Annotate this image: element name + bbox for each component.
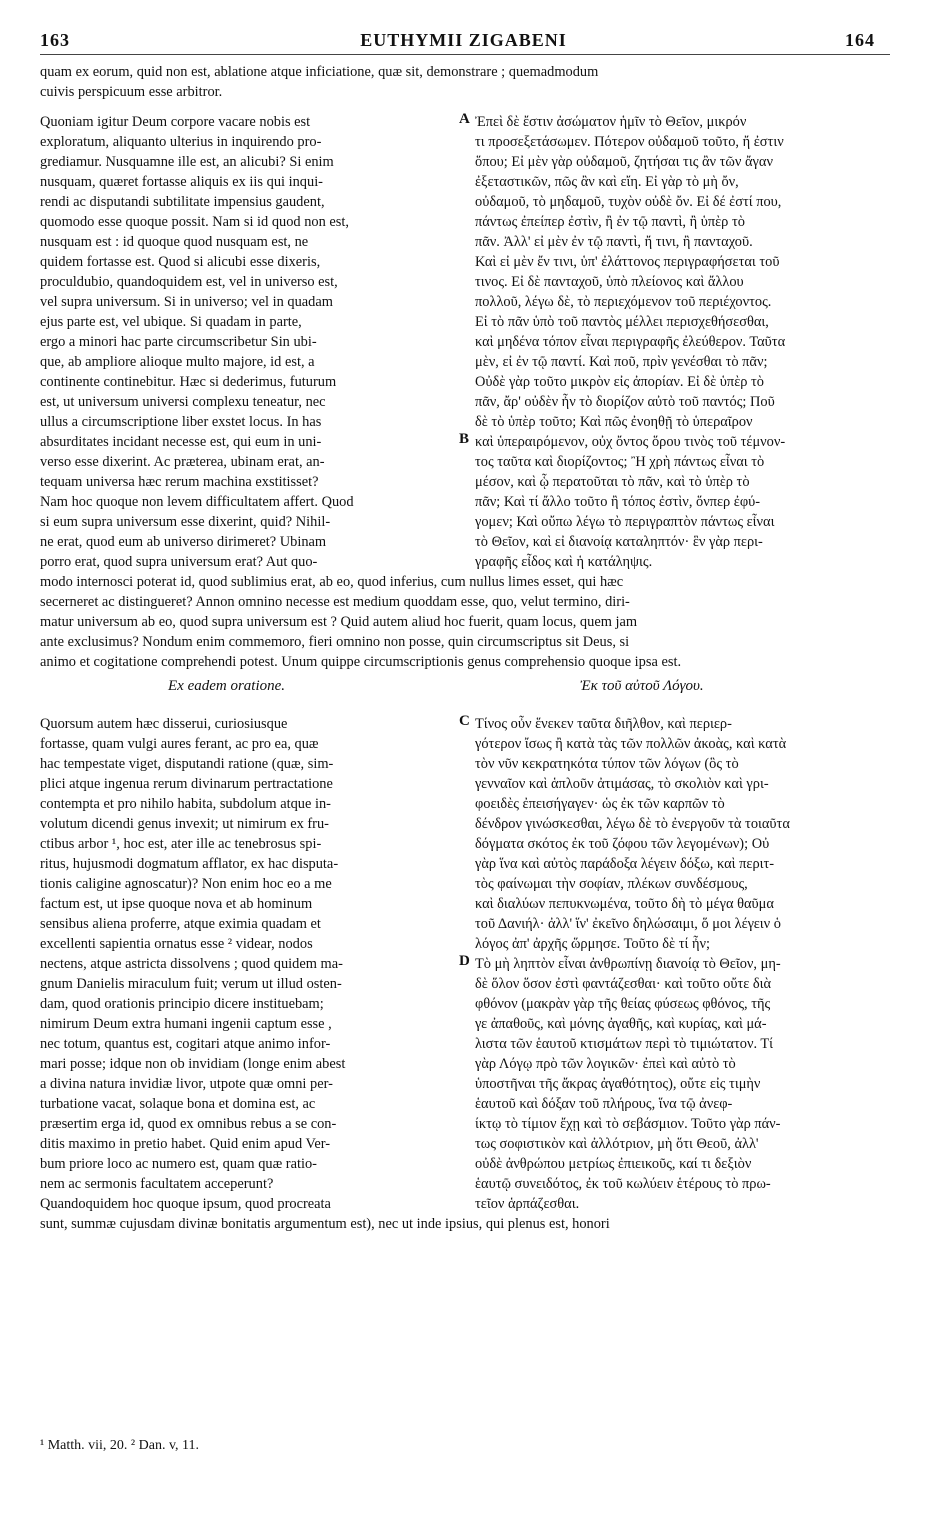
latin-line: mari posse; idque non ob invidiam (longe enim abest: [40, 1056, 346, 1072]
page-number-right: 164: [845, 30, 875, 50]
latin-line: gnum Danielis miraculum fuit; verum ut illud osten-: [40, 976, 342, 992]
greek-line: δὲ τὸ ὑπὲρ τοῦτο; Καὶ πῶς ἐνοηθῇ τὸ ὑπεραῖρον: [475, 414, 753, 430]
greek-line: λιστα τῶν ἑαυτοῦ κτισμάτων περὶ τὸ τιμιώτατον. Τί: [475, 1036, 774, 1052]
latin-line: quidem fortasse est. Quod si alicubi esse dixeris,: [40, 254, 321, 270]
greek-line: τὸς φαίνωμαι τὴν σοφίαν, πλέκων συνδέσμους,: [475, 876, 748, 892]
greek-line: ίκτῳ τὸ τίμιον ἔχῃ καὶ τὸ σεβάσμιον. Τοῦτο γὰρ πάν-: [475, 1116, 781, 1132]
section-marker-b: B: [459, 431, 470, 447]
text-line: modo internosci poterat id, quod sublimius erat, ab eo, quod inferius, cum nullus limes esset, qui hæc: [40, 574, 624, 590]
greek-line: τι προσεξετάσωμεν. Πότερον οὐδαμοῦ τοῦτο, ἤ ἐστιν: [475, 134, 784, 150]
greek-line: λόγος ἀπ' ἀρχῆς ὥρμησε. Τοῦτο δὲ τί ἦν;: [475, 936, 710, 952]
latin-line: que, ab ampliore alioque multo majore, id est, a: [40, 354, 315, 370]
latin-line: ctibus arbor ¹, hoc est, ater ille ac tenebrosus spi-: [40, 836, 322, 852]
greek-line: Τὸ μὴ ληπτὸν εἶναι ἀνθρωπίνῃ διανοίᾳ τὸ Θεῖον, μη-: [475, 956, 781, 972]
latin-line: nectens, atque astricta dissolvens ; quod quidem ma-: [40, 956, 343, 972]
greek-line: γραφῆς εἶδος καὶ ἡ κατάληψις.: [475, 554, 653, 570]
greek-line: Καὶ εἰ μὲν ἔν τινι, ὑπ' ἐλάττονος περιγραφήσεται τοῦ: [475, 254, 780, 270]
header-rule: [40, 54, 890, 55]
latin-line: ritus, hujusmodi dogmatum afflator, ex hac disputa-: [40, 856, 339, 872]
text-line: matur universum ab eo, quod supra universum est ? Quid autem aliud hoc fuerit, quam locus, quem jam: [40, 614, 638, 630]
latin-line: contempta et pro nihilo habita, subdolum atque in-: [40, 796, 331, 812]
latin-line: Quoniam igitur Deum corpore vacare nobis est: [40, 114, 311, 130]
latin-line: absurditates incidant necesse est, qui eum in uni-: [40, 434, 322, 450]
latin-line: continente continebitur. Hæc si dederimus, futurum: [40, 374, 337, 390]
latin-line: tionis caligine agnoscatur)? Non enim hoc eo a me: [40, 876, 332, 892]
greek-line: τος ταῦτα καὶ διορίζοντος; Ἢ χρὴ πάντως εἶναι τὸ: [475, 454, 765, 470]
latin-line: ne erat, quod eum ab universo dirimeret? Ubinam: [40, 534, 327, 550]
latin-line: præsertim erga id, quod ex omnibus rebus a se con-: [40, 1116, 337, 1132]
greek-line: καὶ ὑπεραιρόμενον, οὐχ ὄντος ὅρου τινὸς τοῦ τέμνον-: [475, 434, 786, 450]
text-line: secerneret ac distingueret? Annon omnino necesse est medium quoddam esse, quo, velut termino, diri-: [40, 594, 630, 610]
greek-line: ἐξεταστικῶν, πῶς ἂν καὶ εἴη. Εἰ γὰρ τὸ μὴ ὄν,: [475, 174, 739, 190]
greek-line: δένδρον γινώσκεσθαι, λέγω δὲ τὸ ἐνεργοῦν τὰ τοιαῦτα: [475, 816, 790, 832]
greek-line: ὅπου; Εἰ μὲν γὰρ οὐδαμοῦ, ζητήσαι τις ἂν τῶν ἄγαν: [475, 154, 773, 170]
latin-line: excellenti sapientia ornatus esse ² videar, nodos: [40, 936, 313, 952]
latin-line: hac tempestate viget, disputandi ratione (quæ, sim-: [40, 756, 334, 772]
greek-line: καὶ διαλύων πεπυκνωμένα, τοῦτο δὴ τὸ μέγα θαῦμα: [475, 896, 774, 912]
greek-line: τινος. Εἰ δὲ πανταχοῦ, ὑπὸ πλείονος καὶ ἄλλου: [475, 274, 744, 290]
greek-line: ἑαυτοῦ καὶ δόξαν τοῦ πλήρους, ἵνα τῷ ἀνεφ-: [475, 1096, 733, 1112]
text-line: ante exclusimus? Nondum enim commemoro, fieri omnino non posse, quin circumscriptus sit Deus, si: [40, 634, 630, 650]
latin-line: factum est, ut ipse quoque nova et ab hominum: [40, 896, 313, 912]
latin-line: Nam hoc quoque non levem difficultatem affert. Quod: [40, 494, 354, 510]
greek-line: φθόνον (μακρὰν γὰρ τῆς θείας φύσεως φθόνος, τῆς: [475, 996, 771, 1012]
subtitle-greek: Ἐκ τοῦ αὐτοῦ Λόγου.: [580, 678, 704, 694]
greek-line: ὑποστῆναι τῆς ἄκρας ἀγαθότητος), οὔτε εἰς τιμὴν: [475, 1076, 761, 1092]
section-marker-d: D: [459, 953, 470, 969]
page-number-left: 163: [40, 30, 70, 50]
greek-line: δόγματα σκότος ἐκ τοῦ ζόφου τῶν λεγομένων); Οὐ: [475, 836, 770, 852]
latin-line: est, ut universum universi complexu teneatur, nec: [40, 394, 326, 410]
greek-line: Τίνος οὖν ἕνεκεν ταῦτα διῆλθον, καὶ περιερ-: [475, 716, 732, 732]
latin-line: ejus parte est, vel ubique. Si quadam in parte,: [40, 314, 302, 330]
latin-line: nec totum, quantus est, cogitari atque animo infor-: [40, 1036, 331, 1052]
latin-line: Quandoquidem hoc quoque ipsum, quod procreata: [40, 1196, 331, 1212]
greek-line: πᾶν, ἄρ' οὐδὲν ἦν τὸ διορίζον αὐτὸ τοῦ παντός; Ποῦ: [475, 394, 775, 410]
latin-line: fortasse, quam vulgi aures ferant, ac pro ea, quæ: [40, 736, 319, 752]
latin-line: exploratum, aliquanto ulterius in inquirendo pro-: [40, 134, 322, 150]
greek-line: ἑαυτῷ συνειδότος, ἐκ τοῦ κωλύειν ἑτέρους τὸ πρω-: [475, 1176, 771, 1192]
latin-line: ullus a circumscriptione liber exstet locus. In has: [40, 414, 322, 430]
latin-line: tequam universa hæc rerum machina exstitisset?: [40, 474, 319, 490]
text-line: quam ex eorum, quid non est, ablatione atque inficiatione, quæ sit, demonstrare ; quemadmodum: [40, 64, 599, 80]
greek-line: Οὐδὲ γὰρ τοῦτο μικρὸν εἰς ἀπορίαν. Εἰ δὲ ὑπὲρ τὸ: [475, 374, 764, 390]
greek-line: γενναῖον καὶ ἁπλοῦν ἀτιμάσας, τὸ σκολιὸν καὶ γρι-: [475, 776, 769, 792]
latin-line: Quorsum autem hæc disserui, curiosiusque: [40, 716, 288, 732]
latin-line: porro erat, quod supra universum erat? Aut quo-: [40, 554, 318, 570]
greek-line: Εἰ τὸ πᾶν ὑπὸ τοῦ παντὸς μέλλει περισχεθήσεσθαι,: [475, 314, 769, 330]
latin-line: turbatione vacat, solaque bona et domina est, ac: [40, 1096, 316, 1112]
greek-line: τοῦ Δανιήλ· ἀλλ' ἵν' ἐκεῖνο δηλώσαιμι, ὅ μοι λέγειν ὁ: [475, 916, 781, 932]
greek-line: τεῖον ἁρπάζεσθαι.: [475, 1196, 580, 1212]
greek-line: πάντως ἐπείπερ ἐστὶν, ἢ ἐν τῷ παντὶ, ἢ ὑπὲρ τὸ: [475, 214, 745, 230]
greek-line: γὰρ ἵνα καὶ αὐτὸς παράδοξα λέγειν δόξω, καὶ περιτ-: [475, 856, 775, 872]
running-title: EUTHYMII ZIGABENI: [360, 30, 567, 50]
latin-line: quomodo esse quoque possit. Nam si id quod non est,: [40, 214, 349, 230]
latin-line: grediamur. Nusquamne ille est, an alicubi? Si enim: [40, 154, 334, 170]
latin-line: nem ac sermonis facultatem acceperunt?: [40, 1176, 274, 1192]
greek-line: γότερον ἴσως ἢ κατὰ τὰς τῶν πολλῶν ἀκοὰς, καὶ κατὰ: [475, 736, 787, 752]
text-line: cuivis perspicuum esse arbitror.: [40, 84, 223, 100]
text-line: animo et cogitatione comprehendi potest. Unum quippe circumscriptionis genus comprehensio quoque ipsa est.: [40, 654, 682, 670]
latin-line: ditis maximo in pretio habet. Quid enim apud Ver-: [40, 1136, 331, 1152]
latin-line: plici atque ingenua rerum divinarum pertractatione: [40, 776, 333, 792]
subtitle-latin: Ex eadem oratione.: [168, 678, 286, 694]
latin-line: volutum dicendi genus invexit; ut nimirum ex fru-: [40, 816, 329, 832]
greek-line: μέσον, καὶ ᾧ περατοῦται τὸ πᾶν, καὶ τὸ ὑπὲρ τὸ: [475, 474, 750, 490]
greek-line: πολλοῦ, λέγω δὲ, τὸ περιεχόμενον τοῦ περιέχοντος.: [475, 294, 772, 310]
greek-line: γομεν; Καὶ οὔπω λέγω τὸ περιγραπτὸν πάντως εἶναι: [475, 514, 775, 530]
section-marker-a: A: [459, 111, 470, 127]
greek-line: δὲ ὅλον ὅσον ἐστὶ φαντάζεσθαι· καὶ τοῦτο οὔτε διὰ: [475, 976, 772, 992]
greek-line: καὶ μηδένα τόπον εἶναι περιγραφῆς ἐλεύθερον. Ταῦτα: [475, 334, 786, 350]
greek-line: τὸν νῦν κεκρατηκότα τύπον τῶν λόγων (ὃς τὸ: [475, 756, 739, 772]
latin-line: nusquam est : id quoque quod nusquam est, ne: [40, 234, 309, 250]
greek-line: Ἐπεὶ δὲ ἔστιν ἀσώματον ἡμῖν τὸ Θεῖον, μικρόν: [475, 114, 747, 130]
latin-line: vel supra universum. Si in universo; vel in quadam: [40, 294, 333, 310]
latin-line: sunt, summæ cujusdam divinæ bonitatis argumentum est), nec ut inde ipsius, qui plenus est, honori: [40, 1216, 610, 1232]
latin-line: ergo a minori hac parte circumscribetur Sin ubi-: [40, 334, 317, 350]
greek-line: οὐδὲ ἀνθρώπου μετρίως ἐπιεικοῦς, καί τι δεξιὸν: [475, 1156, 752, 1172]
latin-line: nusquam, quæret fortasse aliquis ex iis qui inqui-: [40, 174, 323, 190]
latin-line: bum priore loco ac numero est, quam quæ ratio-: [40, 1156, 317, 1172]
greek-line: φοειδὲς ἐπεισήγαγεν· ὡς ἐκ τῶν καρπῶν τὸ: [475, 796, 725, 812]
latin-line: verso esse dixerint. Ac præterea, ubinam erat, an-: [40, 454, 325, 470]
greek-line: γε ἀπαθοῦς, καὶ μόνης ἀγαθῆς, καὶ κυρίας, καὶ μά-: [475, 1016, 767, 1032]
greek-line: πᾶν; Καὶ τί ἄλλο τοῦτο ἢ τόπος ἐστὶν, ὅνπερ ἐφύ-: [475, 494, 761, 510]
latin-line: proculdubio, quandoquidem est, vel in universo est,: [40, 274, 338, 290]
section-marker-c: C: [459, 713, 470, 729]
greek-line: γὰρ Λόγῳ πρὸ τῶν λογικῶν· ἐπεὶ καὶ αὐτὸ τὸ: [475, 1056, 736, 1072]
greek-line: τὸ Θεῖον, καὶ εἰ διανοίᾳ καταληπτόν· ἓν γὰρ περι-: [475, 534, 763, 550]
latin-line: nimirum Deum extra humani ingenii captum esse ,: [40, 1016, 332, 1032]
latin-line: sensibus aliena proferre, atque eximia quadam et: [40, 916, 321, 932]
latin-line: rendi ac disputandi subtilitate impensius gaudent,: [40, 194, 325, 210]
greek-line: πᾶν. Ἀλλ' εἰ μὲν ἐν τῷ παντὶ, ἤ τινι, ἢ πανταχοῦ.: [475, 234, 753, 250]
latin-line: a divina natura invidiæ livor, utpote quæ omni per-: [40, 1076, 333, 1092]
latin-line: dam, quod orationis principio dicere instituebam;: [40, 996, 324, 1012]
footnotes: ¹ Matth. vii, 20. ² Dan. v, 11.: [40, 1438, 200, 1453]
greek-line: μὲν, εἰ ἐν τῷ παντί. Καὶ ποῦ, πρὶν γενέσθαι τὸ πᾶν;: [475, 354, 768, 370]
latin-line: si eum supra universum esse dixerint, quid? Nihil-: [40, 514, 331, 530]
greek-line: τως σοφιστικὸν καὶ ἀλλότριον, μὴ ὅτι Θεοῦ, ἀλλ': [475, 1136, 759, 1152]
greek-line: οὐδαμοῦ, τὸ μηδαμοῦ, τυχὸν οὐδὲ ὄν. Εἰ δέ ἐστί που,: [475, 194, 782, 210]
